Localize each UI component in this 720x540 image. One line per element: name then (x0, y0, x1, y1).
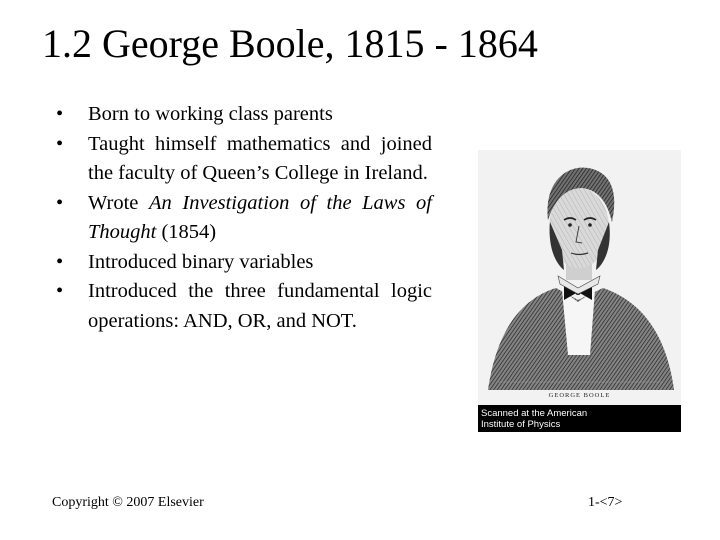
bullet-item (56, 277, 432, 336)
portrait-engraving-icon (478, 150, 681, 432)
bullet-dot-icon: • (56, 280, 64, 302)
page-number: 1-<7> (588, 495, 623, 510)
portrait-nameplate: GEORGE BOOLE (548, 392, 611, 399)
bullet-dot-icon: • (56, 103, 64, 125)
credit-line: Scanned at the American (481, 408, 588, 419)
bullet-text: Born to working class parents (88, 103, 333, 125)
bullet-dot-icon: • (56, 132, 64, 155)
bullet-item (56, 189, 432, 248)
bullet-item (56, 100, 432, 130)
bullet-text: Introduced the three fundamental logic operations: AND, OR, and NOT. (88, 280, 432, 332)
portrait-credit (478, 405, 681, 432)
credit-line: Institute of Physics (481, 419, 561, 430)
slide-title: 1.2 George Boole, 1815 - 1864 (42, 21, 538, 66)
bullet-list (56, 100, 432, 336)
book-title: An Investigation of the Laws of Thought (88, 191, 433, 243)
bullet-text-suffix: (1854) (156, 221, 217, 243)
bullet-dot-icon: • (56, 250, 64, 273)
bullet-text-prefix: Wrote (88, 191, 149, 214)
copyright-footer: Copyright © 2007 Elsevier (52, 495, 204, 510)
bullet-item (56, 248, 432, 278)
boole-portrait (478, 150, 681, 432)
bullet-text: Taught himself mathematics and joined the faculty of Queen’s College in Ireland. (88, 132, 432, 184)
bullet-dot-icon: • (56, 191, 64, 214)
bullet-item (56, 130, 432, 189)
bullet-text: Introduced binary variables (88, 250, 314, 273)
